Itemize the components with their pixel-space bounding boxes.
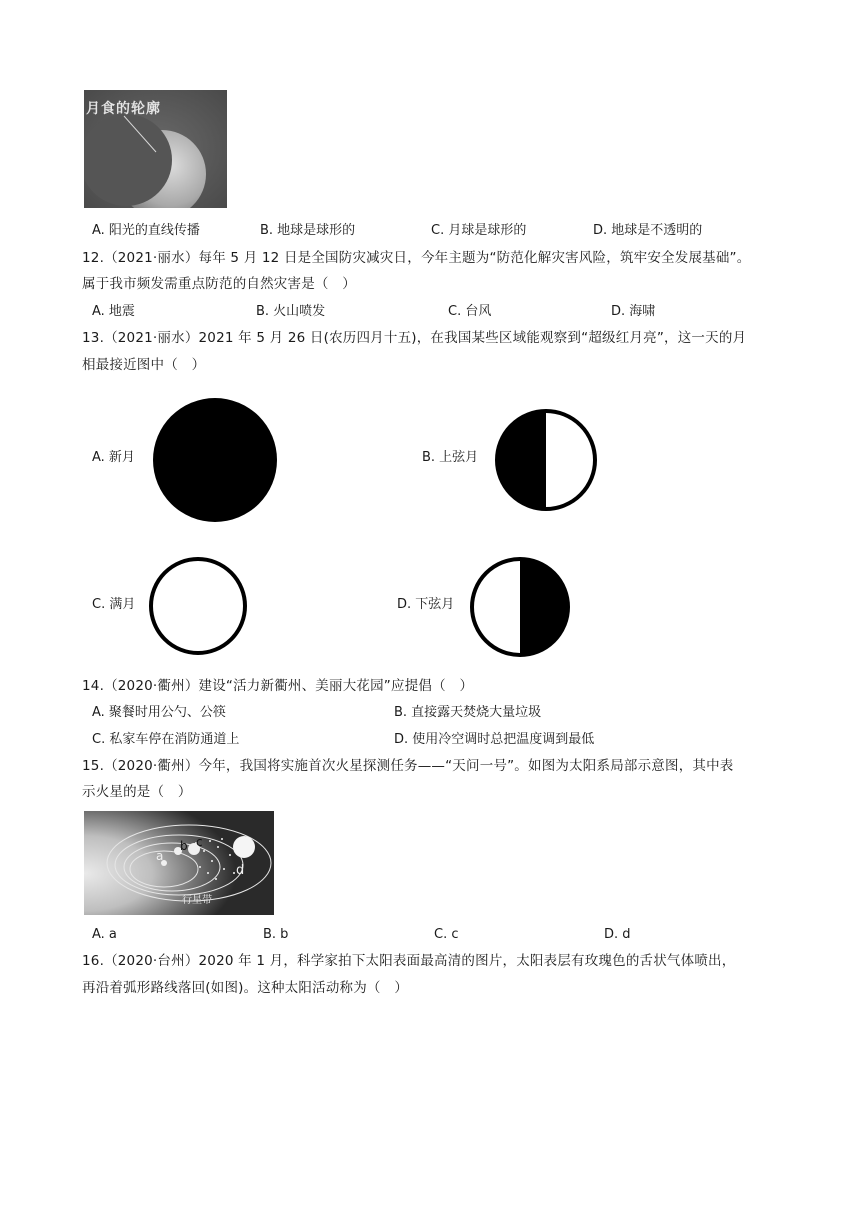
q13-option-c[interactable]: C. 满月 <box>92 597 136 612</box>
full-moon-icon <box>148 556 248 656</box>
q16-stem-line1: 16.（2020·台州）2020 年 1 月，科学家拍下太阳表面最高清的图片，太阳表层有玫瑰色的舌状气体喷出， <box>82 953 736 969</box>
q14-option-c[interactable]: C. 私家车停在消防通道上 <box>92 732 240 747</box>
q13-option-b[interactable]: B. 上弦月 <box>422 450 479 465</box>
asteroid-belt-label: 行星带 <box>182 895 212 906</box>
label-b: b <box>180 839 188 853</box>
q11-option-d[interactable]: D. 地球是不透明的 <box>593 223 703 238</box>
q13-stem-line1: 13.（2021·丽水）2021 年 5 月 26 日(农历四月十五)，在我国某些区域能观察到“超级红月亮”，这一天的月 <box>82 330 747 346</box>
q14-stem-line1: 14.（2020·衢州）建设“活力新衢州、美丽大花园”应提倡（ ） <box>82 678 474 694</box>
label-c: c <box>196 835 203 849</box>
first-quarter-moon-icon <box>494 408 598 512</box>
q12-stem-line1: 12.（2021·丽水）每年 5 月 12 日是全国防灾减灾日，今年主题为“防范化解灾害风险，筑牢安全发展基础”。 <box>82 250 751 266</box>
solar-system-diagram <box>84 811 274 915</box>
q15-stem-line2: 示火星的是（ ） <box>82 784 192 800</box>
q13-option-d[interactable]: D. 下弦月 <box>397 597 455 612</box>
q16-stem-line2: 再沿着弧形路线落回(如图)。这种太阳活动称为（ ） <box>82 980 409 996</box>
q15-option-b[interactable]: B. b <box>263 927 289 942</box>
q14-option-d[interactable]: D. 使用冷空调时总把温度调到最低 <box>394 732 595 747</box>
q15-option-c[interactable]: C. c <box>434 927 459 942</box>
q15-stem-line1: 15.（2020·衢州）今年，我国将实施首次火星探测任务——“天问一号”。如图为太阳系局部示意图，其中表 <box>82 758 734 774</box>
q15-option-d[interactable]: D. d <box>604 927 631 942</box>
q11-option-c[interactable]: C. 月球是球形的 <box>431 223 527 238</box>
q14-option-a[interactable]: A. 聚餐时用公勺、公筷 <box>92 705 226 720</box>
q12-option-d[interactable]: D. 海啸 <box>611 304 656 319</box>
q13-option-a[interactable]: A. 新月 <box>92 450 135 465</box>
label-d: d <box>236 863 245 878</box>
q12-stem-line2: 属于我市频发需重点防范的自然灾害是（ ） <box>82 276 356 292</box>
q13-stem-line2: 相最接近图中（ ） <box>82 357 206 373</box>
last-quarter-moon-icon <box>469 556 571 658</box>
q12-option-a[interactable]: A. 地震 <box>92 304 135 319</box>
eclipse-caption: 月食的轮廓 <box>86 101 161 117</box>
q12-option-c[interactable]: C. 台风 <box>448 304 492 319</box>
q12-option-b[interactable]: B. 火山喷发 <box>256 304 326 319</box>
q11-option-b[interactable]: B. 地球是球形的 <box>260 223 356 238</box>
lunar-eclipse-photo <box>84 90 227 208</box>
q15-option-a[interactable]: A. a <box>92 927 117 942</box>
q11-option-a[interactable]: A. 阳光的直线传播 <box>92 223 200 238</box>
q14-option-b[interactable]: B. 直接露天焚烧大量垃圾 <box>394 705 542 720</box>
label-a: a <box>156 849 164 863</box>
new-moon-icon <box>151 396 279 524</box>
